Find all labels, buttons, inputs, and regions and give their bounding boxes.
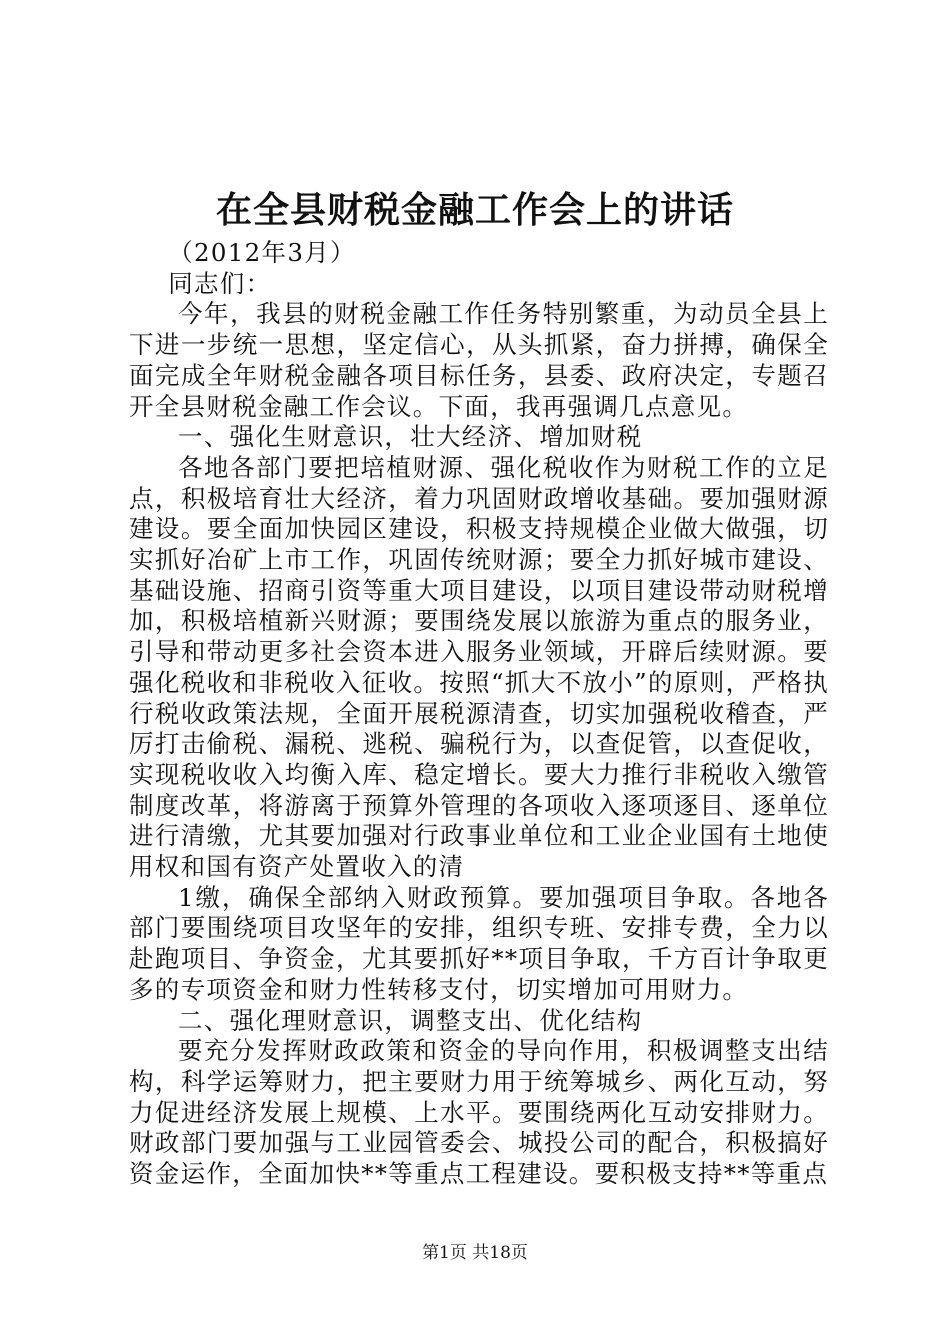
section-heading: 二、强化理财意识，调整支出、优化结构 <box>178 1005 643 1035</box>
document-title: 在全县财税金融工作会上的讲话 <box>215 189 734 231</box>
paragraph: 1缴，确保全部纳入财政预算。要加强项目争取。各地各部门要围绕项目攻坚年的安排，组织专班、安排专费，全力以赴跑项目、争资金，尤其要抓好**项目争取，千方百计争取更多的专项资金和财力性转移支付，切实增加可用财力。 <box>129 882 829 1004</box>
document-body <box>129 238 829 1190</box>
paragraph: 各地各部门要把培植财源、强化税收作为财税工作的立足点，积极培育壮大经济，着力巩固财政增收基础。要加强财源建设。要全面加快园区建设，积极支持规模企业做大做强，切实抓好冶矿上市工作，巩固传统财源；要全力抓好城市建设、基础设施、招商引资等重大项目建设，以项目建设带动财税增加，积极培植新兴财源；要围绕发展以旅游为重点的服务业，引导和带动更多社会资本进入服务业领域，开辟后续财源。要强化税收和非税收入征收。按照“抓大不放小”的原则，严格执行税收政策法规，全面开展税源清查，切实加强税收稽查，严厉打击偷税、漏税、逃税、骗税行为，以查促管，以查促收，实现税收收入均衡入库、稳定增长。要大力推行非税收入缴管制度改革，将游离于预算外管理的各项收入逐项逐目、逐单位进行清缴，尤其要加强对行政事业单位和工业企业国有土地使用权和国有资产处置收入的清 <box>129 452 829 882</box>
section-heading: 一、强化生财意识，壮大经济、增加财税 <box>178 422 643 452</box>
date-line: （2012年3月） <box>168 238 356 267</box>
paragraph: 今年，我县的财税金融工作任务特别繁重，为动员全县上下进一步统一思想，坚定信心，从头抓紧，奋力拼搏，确保全面完成全年财税金融各项目标任务，县委、政府决定，专题召开全县财税金融工作会议。下面，我再强调几点意见。 <box>129 299 829 421</box>
paragraph: 要充分发挥财政政策和资金的导向作用，积极调整支出结构，科学运筹财力，把主要财力用于统筹城乡、两化互动，努力促进经济发展上规模、上水平。要围绕两化互动安排财力。财政部门要加强与工业园管委会、城投公司的配合，积极搞好资金运作，全面加快**等重点工程建设。要积极支持**等重点 <box>129 1036 829 1189</box>
salutation: 同志们： <box>168 268 272 298</box>
page-footer: 第1页 共18页 <box>422 1243 528 1263</box>
